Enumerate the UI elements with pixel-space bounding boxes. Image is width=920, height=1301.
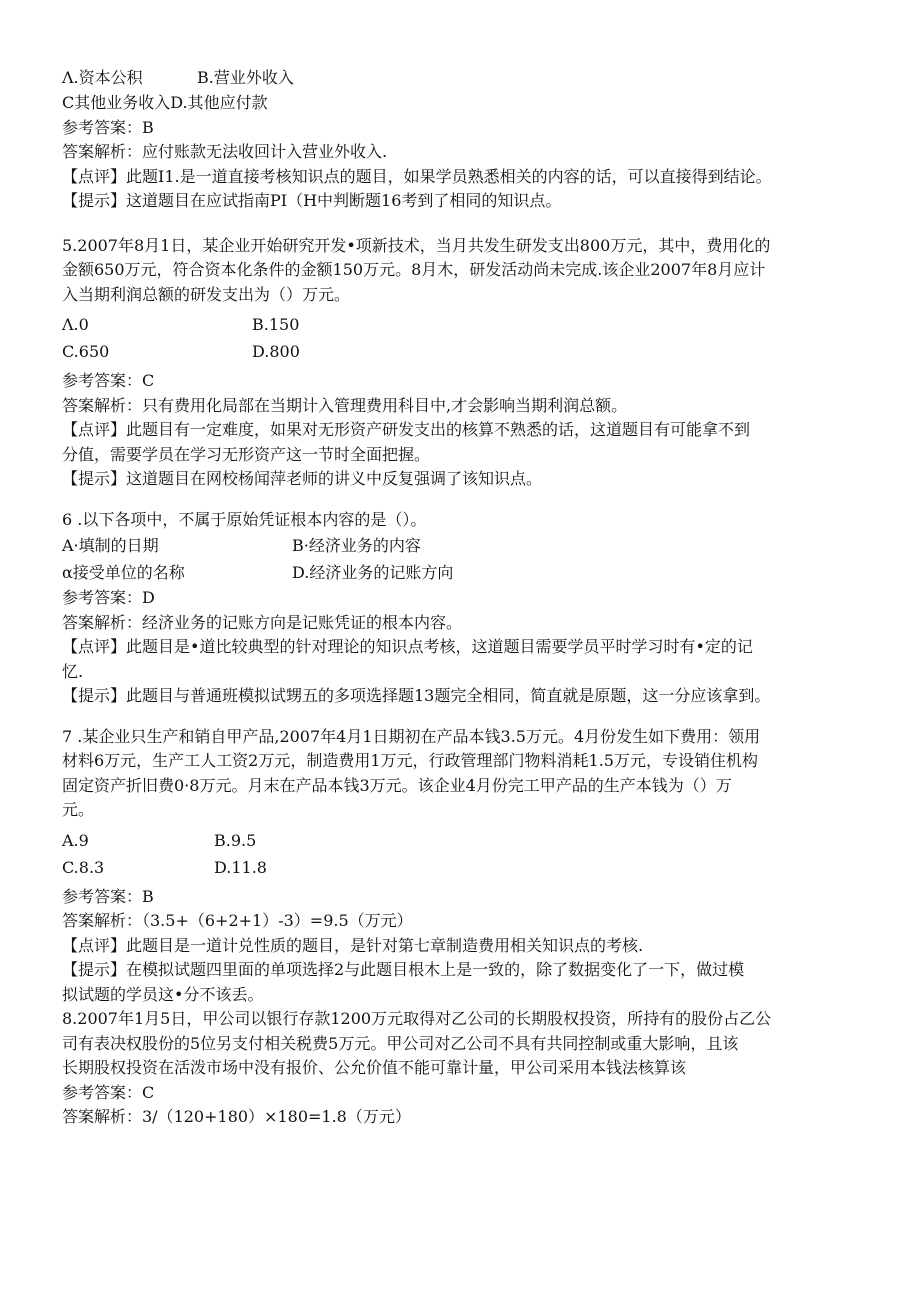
question-8 <box>62 1007 862 1130</box>
question-stem-line: 司有表决权股份的5位另支付相关税费5万元。甲公司对乙公司不具有共同控制或重大影响，且该 <box>62 1033 739 1053</box>
option-d: D.800 <box>252 342 300 361</box>
options-cd <box>62 854 862 881</box>
question-stem-line: 材料6万元，生产工人工资2万元，制造费用1万元，行政管理部门物料消耗1.5万元，专设销住机构 <box>62 751 758 770</box>
tip: 【提示】此题目与普通班模拟试甥五的多项选择题13题完全相同，简直就是原题，这一分应该拿到。 <box>62 686 771 705</box>
reference-answer: 参考答案：B <box>62 117 154 137</box>
reference-answer: 参考答案：C <box>62 371 155 390</box>
tip-line: 拟试题的学员这•分不该丢。 <box>62 984 264 1004</box>
question-stem: 6 .以下各项中，不属于原始凭证根本内容的是（）。 <box>62 509 427 529</box>
comment-line: 【点评】此题目有一定难度，如果对无形资产研发支出的核算不熟悉的话，这道题目有可能拿不到 <box>62 420 751 439</box>
option-a: A·填制的日期 <box>62 536 159 555</box>
comment-line: 分值，需要学员在学习无形资产这一节时全面把握。 <box>62 444 431 464</box>
option-b: B.150 <box>252 315 300 334</box>
option-d: D.经济业务的记账方向 <box>292 563 454 582</box>
question-6 <box>62 508 862 709</box>
answer-analysis: 答案解析：经济业务的记账方向是记账凭证的根本内容。 <box>62 612 463 632</box>
comment-line: 【点评】此题目是•道比较典型的针对理论的知识点考核，这道题目需要学员平时学习时有•定的记 <box>62 637 753 656</box>
answer-analysis: 答案解析：（3.5+（6+2+1）-3）=9.5（万元） <box>62 911 413 930</box>
question-5 <box>62 234 862 492</box>
option-c: C.650 <box>62 342 110 361</box>
tip: 【提示】这道题目在网校杨闻萍老师的讲义中反复强调了该知识点。 <box>62 469 543 488</box>
question-stem-line: 固定资产折旧费0·8万元。月末在产品本钱3万元。该企业4月份完工甲产品的生产本钱为（）万 <box>62 775 732 795</box>
question-stem-line: 长期股权投资在活泼市场中没有报价、公允价值不能可靠计量，甲公司采用本钱法核算该 <box>62 1058 687 1077</box>
options-cd <box>62 338 862 365</box>
options-ab <box>62 827 862 854</box>
question-4-tail <box>62 64 862 214</box>
option-c: α接受单位的名称 <box>62 563 185 582</box>
reference-answer: 参考答案：D <box>62 588 155 607</box>
tip: 【提示】这道题目在应试指南PI（H中判断题16考到了相同的知识点。 <box>62 191 562 210</box>
reference-answer: 参考答案：B <box>62 886 154 906</box>
question-stem-line: 金额650万元，符合资本化条件的金额150万元。8月木，研发活动尚未完成.该企业2007年8月应计 <box>62 260 766 279</box>
options-ab <box>62 532 862 559</box>
options-cd: C其他业务收入D.其他应付款 <box>62 93 268 112</box>
options-cd <box>62 559 862 586</box>
question-stem-line: 5.2007年8月1日，某企业开始研究开发•项新技术，当月共发生研发支出800万元，其中，费用化的 <box>62 235 771 255</box>
comment: 【点评】此题目是一道计兑性质的题目，是针对第七章制造费用相关知识点的考核. <box>62 935 644 955</box>
answer-analysis: 答案解析：应付账款无法收回计入营业外收入. <box>62 142 388 161</box>
option-d: D.11.8 <box>214 857 267 877</box>
question-stem-line: 入当期利润总额的研发支出为（）万元。 <box>62 284 351 304</box>
tip-line: 【提示】在模拟试题四里面的单项选择2与此题目根木上是一致的，除了数据变化了一下，做过模 <box>62 960 745 979</box>
options-ab <box>62 64 862 91</box>
question-stem-line: 元。 <box>62 800 95 819</box>
option-c: C.8.3 <box>62 857 105 877</box>
reference-answer: 参考答案：C <box>62 1082 155 1102</box>
option-b: B·经济业务的内容 <box>292 536 421 555</box>
comment-line: 忆. <box>62 661 84 681</box>
option-a: A.9 <box>62 830 89 850</box>
document-page <box>62 64 862 1130</box>
option-b: B.营业外收入 <box>197 68 294 87</box>
answer-analysis: 答案解析：3/（120+180）×180=1.8（万元） <box>62 1107 411 1126</box>
question-7 <box>62 725 862 1008</box>
option-a: Λ.资本公积 <box>62 68 143 87</box>
option-a: Λ.0 <box>62 315 89 334</box>
question-stem-line: 8.2007年1月5日，甲公司以银行存款1200万元取得对乙公司的长期股权投资，所持有的股份占乙公 <box>62 1009 772 1028</box>
question-stem-line: 7 .某企业只生产和销自甲产品,2007年4月1日期初在产品本钱3.5万元。4月份发生如下费用：领用 <box>62 726 761 746</box>
answer-analysis: 答案解析：只有费用化局部在当期计入管理费用科目中,才会影响当期利润总额。 <box>62 395 628 415</box>
comment: 【点评】此题I1.是一道直接考核知识点的题目，如果学员熟悉相关的内容的话，可以直接得到结论。 <box>62 166 772 186</box>
option-b: B.9.5 <box>214 830 257 850</box>
options-ab <box>62 311 862 338</box>
